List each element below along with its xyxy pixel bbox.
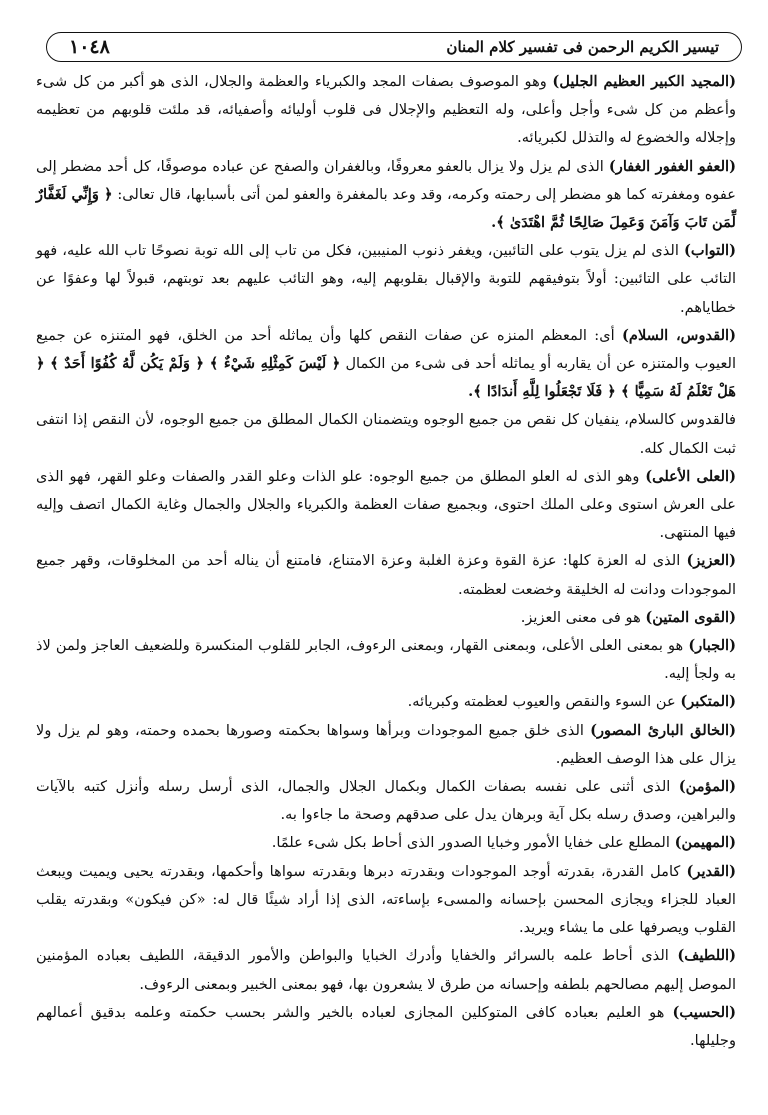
- divine-name-term: (المجيد الكبير العظيم الجليل): [552, 73, 736, 90]
- divine-name-term: (المؤمن): [678, 778, 736, 796]
- paragraph-text: الذى خلق جميع الموجودات وبرأها وسواها بحكمته وصورها بحمده وحمته، وهو لم يزل ولا يزال على هذا الوصف العظيم.: [36, 721, 736, 767]
- paragraph-text: هو فى معنى العزيز.: [520, 608, 646, 626]
- paragraph: [36, 942, 736, 998]
- book-title: تيسير الكريم الرحمن فى تفسير كلام المنان: [446, 38, 719, 56]
- divine-name-term: (القدوس، السلام): [622, 326, 736, 344]
- divine-name-term: (العلى الأعلى): [645, 467, 737, 485]
- divine-name-term: (الجبار): [688, 637, 736, 655]
- paragraph-text: هو بمعنى العلى الأعلى، وبمعنى القهار، وبمعنى الرءوف، الجابر للقلوب المنكسرة وللضعيف العاجز ولمن لاذ به ولجأ إليه.: [36, 637, 736, 683]
- divine-name-term: (اللطيف): [677, 947, 736, 965]
- page-body: [36, 68, 736, 1055]
- page-header: [46, 32, 742, 62]
- divine-name-term: (الحسيب): [672, 1003, 736, 1021]
- paragraph-text: فالقدوس كالسلام، ينفيان كل نقص من جميع الوجوه ويتضمنان الكمال المطلق من جميع الوجوه، لأن النقص إذا انتفى ثبت الكمال كله.: [36, 411, 736, 457]
- divine-name-term: (العزيز): [686, 552, 736, 570]
- divine-name-term: (المهيمن): [674, 834, 736, 852]
- divine-name-term: (العفو الغفور الغفار): [608, 157, 736, 175]
- paragraph-text: الذى أثنى على نفسه بصفات الكمال وبكمال الجلال والجمال، الذى أرسل رسله وأنزل كتبه بالآيات والبراهين، وصدق رسله بكل آية وبرهان يدل على صدقهم وصحة ما جاءوا به.: [36, 778, 736, 824]
- paragraph-text: هو العليم بعباده كافى المتوكلين المجازى لعباده بالخير والشر بحسب حكمته وعلمه بدقيق أعمالهم وجليلها.: [36, 1003, 736, 1049]
- paragraph: [36, 999, 736, 1055]
- paragraph: [36, 153, 736, 238]
- page-number: ١٠٤٨: [69, 36, 110, 58]
- paragraph: [36, 858, 736, 943]
- paragraph-text: الذى له العزة كلها: عزة القوة وعزة الغلبة وعزة الامتناع، فامتنع أن يناله أحد من المخلوقات، وقهر جميع الموجودات ودانت له الخليقة وخضعت لعظمته.: [36, 552, 736, 598]
- paragraph: [36, 237, 736, 322]
- paragraph-text: الذى لم يزل يتوب على التائبين، ويغفر ذنوب المنيبين، فكل من تاب إلى الله توبة نصوحًا تاب الله عليه، فهو التائب على التائبين: أولاً بتوفيقهم للتوبة والإقبال بقلوبهم إليه، وهو التائب عليهم بعد توبتهم، قبولاً لها وعفوًا عن خطاياهم.: [36, 242, 736, 316]
- paragraph-text: الذى أحاط علمه بالسرائر والخفايا وأدرك الخبايا والبواطن والأمور الدقيقة، اللطيف بعباده المؤمنين الموصل إليهم مصالحهم بلطفه وإحسانه من طرق لا يشعرون بها، فهو بمعنى الخبير وبمعنى الرءوف.: [36, 947, 736, 993]
- paragraph: [36, 547, 736, 603]
- divine-name-term: (الخالق البارئ المصور): [590, 721, 736, 739]
- paragraph: [36, 68, 736, 153]
- divine-name-term: (التواب): [683, 242, 736, 260]
- paragraph-text: عن السوء والنقص والعيوب لعظمته وكبريائه.: [407, 693, 681, 711]
- divine-name-term: (القوى المتين): [645, 608, 736, 626]
- paragraph: [36, 632, 736, 688]
- paragraph: [36, 773, 736, 829]
- paragraph: [36, 688, 736, 716]
- paragraph: [36, 604, 736, 632]
- divine-name-term: (المتكبر): [680, 693, 736, 711]
- paragraph-text: وهو الذى له العلو المطلق من جميع الوجوه: علو الذات وعلو القدر والصفات وعلو القهر، فهو الذى على العرش استوى وعلى الملك احتوى، وبجميع صفات العظمة والكبرياء والجلال والجمال وغاية الكمال اتصف وإليه فيها المنتهى.: [36, 467, 736, 542]
- quran-verse: ﴿ لَيْسَ كَمِثْلِهِ شَيْءٌ ﴾ ﴿ وَلَمْ يَكُن لَّهُ كُفُوًا أَحَدٌ ﴾ ﴿ هَلْ تَعْلَمُ لَهُ سَمِيًّا ﴾ ﴿ فَلَا تَجْعَلُوا لِلَّهِ أَندَادًا ﴾.: [36, 355, 736, 401]
- paragraph: [36, 322, 736, 407]
- paragraph: [36, 463, 736, 548]
- paragraph: [36, 717, 736, 773]
- paragraph: [36, 829, 736, 857]
- divine-name-term: (القدير): [686, 862, 736, 880]
- paragraph-text: المطلع على خفايا الأمور وخبايا الصدور الذى أحاط بكل شىء علمًا.: [271, 834, 675, 852]
- paragraph: [36, 406, 736, 462]
- quran-verse: ﴿ وَإِنِّي لَغَفَّارٌ لِّمَن تَابَ وَآمَنَ وَعَمِلَ صَالِحًا ثُمَّ اهْتَدَىٰ ﴾.: [36, 185, 736, 232]
- paragraph-text: أى: المعظم المنزه عن صفات النقص كلها وأن يماثله أحد من الخلق، فهو المتنزه عن جميع العيوب والمتنزه عن أن يقاربه أو يماثله أحد فى شىء من الكمال: [36, 326, 736, 373]
- paragraph-text: الذى لم يزل ولا يزال بالعفو معروفًا، وبالغفران والصفح عن عباده موصوفًا، كل أحد مضطر إلى عفوه ومغفرته كما هو مضطر إلى رحمته وكرمه، وقد وعد بالمغفرة والعفو لمن أتى بأسبابها، قال تعالى:: [36, 157, 736, 203]
- paragraph-text: كامل القدرة، بقدرته أوجد الموجودات وبقدرته دبرها وبقدرته سواها وأحكمها، وبقدرته يحيى ويميت ويبعث العباد للجزاء ويجازى المحسن بإحسانه والمسىء بإساءته، الذى إذا أراد شيئًا قال له: «كن فيكون» وبقدرته يقلب القلوب ويصرفها على ما يشاء ويريد.: [36, 862, 736, 937]
- paragraph-text: وهو الموصوف بصفات المجد والكبرياء والعظمة والجلال، الذى هو أكبر من كل شىء وأعظم من كل شىء وأجل وأعلى، وله التعظيم والإجلال فى قلوب أوليائه وأصفيائه، قد ملئت قلوبهم من تعظيمه وإجلاله والخضوع له والتذلل لكبريائه.: [36, 73, 736, 147]
